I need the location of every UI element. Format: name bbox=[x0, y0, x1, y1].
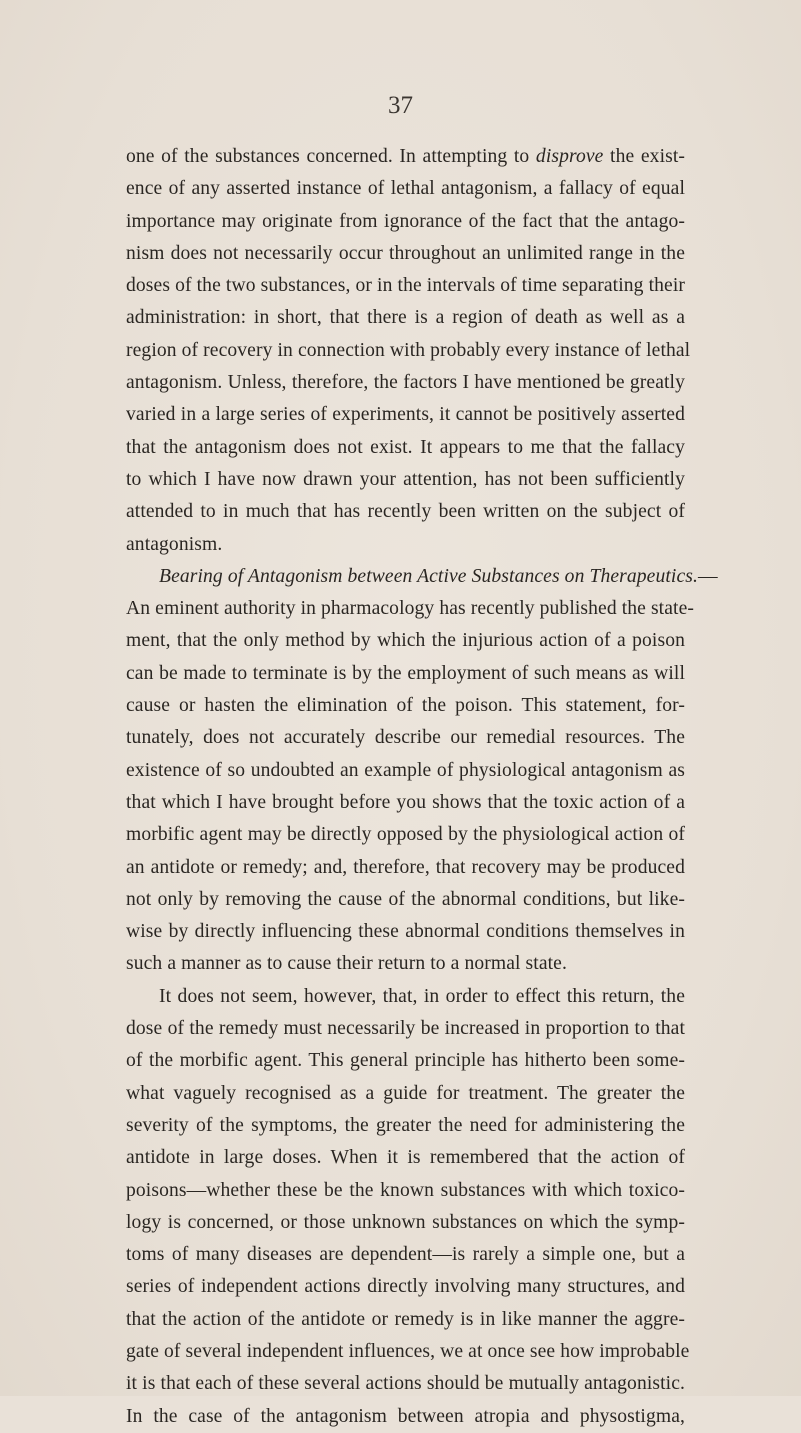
text-line bbox=[126, 1401, 685, 1433]
text-line bbox=[126, 173, 685, 205]
line-text: to which I have now drawn your attention, has not been sufficiently bbox=[126, 468, 685, 490]
line-text: In the case of the antagonism between atropia and physostigma, bbox=[126, 1405, 685, 1427]
text-line bbox=[126, 1142, 685, 1174]
text-line bbox=[126, 270, 685, 302]
line-text: it is that each of these several actions should be mutually antagonistic. bbox=[126, 1373, 685, 1395]
text-line bbox=[126, 335, 691, 367]
text-line bbox=[126, 432, 685, 464]
line-text: administration: in short, that there is a region of death as well as a bbox=[126, 307, 685, 329]
line-text: poisons—whether these be the known substances with which toxico- bbox=[126, 1179, 685, 1201]
text-line bbox=[126, 787, 685, 819]
line-text: toms of many diseases are dependent—is rarely a simple one, but a bbox=[126, 1244, 685, 1266]
line-text: severity of the symptoms, the greater the need for administering the bbox=[126, 1114, 685, 1136]
text-line bbox=[126, 1110, 685, 1142]
line-text: existence of so undoubted an example of physiological antagonism as bbox=[126, 759, 685, 781]
line-text: that which I have brought before you shows that the toxic action of a bbox=[126, 791, 685, 813]
line-text: antagonism. bbox=[126, 533, 223, 555]
text-line bbox=[126, 1271, 685, 1303]
line-text: morbific agent may be directly opposed by the physiological action of bbox=[126, 824, 685, 846]
text-line bbox=[126, 884, 685, 916]
text-line bbox=[126, 852, 685, 884]
text-line bbox=[126, 690, 685, 722]
italic-text: disprove bbox=[535, 146, 604, 167]
text-line bbox=[126, 302, 685, 334]
line-text: can be made to terminate is by the employment of such means as will bbox=[126, 662, 685, 684]
text-line bbox=[126, 819, 685, 851]
line-text: It does not seem, however, that, in order to effect this return, the bbox=[159, 985, 685, 1007]
line-text: dose of the remedy must necessarily be increased in proportion to that bbox=[126, 1018, 685, 1040]
text-line bbox=[126, 1336, 690, 1368]
text-line bbox=[126, 141, 685, 173]
line-text: one of the substances concerned. In attempting to bbox=[126, 146, 536, 167]
line-text: importance may originate from ignorance of the fact that the antago- bbox=[126, 210, 685, 232]
line-text: attended to in much that has recently been written on the subject of bbox=[126, 501, 685, 523]
line-text: antagonism. Unless, therefore, the factors I have mentioned be greatly bbox=[126, 372, 685, 394]
line-text: series of independent actions directly involving many structures, and bbox=[126, 1276, 685, 1298]
line-text-after: the exist- bbox=[603, 146, 686, 167]
text-line bbox=[126, 238, 685, 270]
text-line bbox=[126, 1207, 685, 1239]
line-text: wise by directly influencing these abnormal conditions themselves in bbox=[126, 921, 685, 943]
line-text: logy is concerned, or those unknown substances on which the symp- bbox=[126, 1211, 685, 1233]
text-line bbox=[126, 529, 685, 561]
text-line bbox=[126, 755, 685, 787]
text-line bbox=[126, 722, 685, 754]
line-text: varied in a large series of experiments, it cannot be positively asserted bbox=[126, 404, 685, 426]
line-text: that the antagonism does not exist. It appears to me that the fallacy bbox=[126, 436, 685, 458]
body-text bbox=[126, 141, 718, 1433]
text-line bbox=[126, 367, 685, 399]
line-text: An eminent authority in pharmacology has recently published the state- bbox=[126, 598, 694, 620]
line-text: tunately, does not accurately describe our remedial resources. The bbox=[126, 727, 685, 749]
text-line bbox=[126, 948, 685, 980]
text-line bbox=[126, 1239, 685, 1271]
text-line bbox=[126, 1013, 685, 1045]
text-line bbox=[126, 625, 685, 657]
text-line bbox=[126, 561, 718, 593]
line-text: cause or hasten the elimination of the poison. This statement, for- bbox=[126, 695, 685, 717]
line-text: an antidote or remedy; and, therefore, that recovery may be produced bbox=[126, 856, 685, 878]
text-line bbox=[126, 593, 694, 625]
text-line bbox=[126, 1175, 685, 1207]
line-text: antidote in large doses. When it is remembered that the action of bbox=[126, 1147, 685, 1169]
line-text: what vaguely recognised as a guide for treatment. The greater the bbox=[126, 1082, 685, 1104]
text-line bbox=[126, 1078, 685, 1110]
line-text: of the morbific agent. This general principle has hitherto been some- bbox=[126, 1050, 685, 1072]
line-text: doses of the two substances, or in the intervals of time separating their bbox=[126, 275, 685, 297]
line-text: gate of several independent influences, we at once see how improbable bbox=[126, 1340, 690, 1362]
text-line bbox=[126, 658, 685, 690]
line-text: region of recovery in connection with probably every instance of lethal bbox=[126, 339, 691, 361]
text-line bbox=[126, 496, 685, 528]
line-text: ment, that the only method by which the injurious action of a poison bbox=[126, 630, 685, 652]
line-text: that the action of the antidote or remedy is in like manner the aggre- bbox=[126, 1308, 685, 1330]
line-text-after: — bbox=[697, 565, 718, 587]
text-line bbox=[126, 916, 685, 948]
line-text: nism does not necessarily occur throughout an unlimited range in the bbox=[126, 242, 685, 264]
line-text: ence of any asserted instance of lethal antagonism, a fallacy of equal bbox=[126, 178, 685, 200]
text-line bbox=[126, 1304, 685, 1336]
italic-text: Bearing of Antagonism between Active Substances on Therapeutics. bbox=[159, 565, 698, 587]
text-line bbox=[126, 399, 685, 431]
text-line bbox=[126, 1045, 685, 1077]
page-number: 37 bbox=[388, 92, 413, 119]
line-text: not only by removing the cause of the abnormal conditions, but like- bbox=[126, 888, 685, 910]
text-line bbox=[126, 464, 685, 496]
text-line bbox=[126, 981, 685, 1013]
line-text: such a manner as to cause their return to a normal state. bbox=[126, 953, 567, 975]
text-line bbox=[126, 206, 685, 238]
